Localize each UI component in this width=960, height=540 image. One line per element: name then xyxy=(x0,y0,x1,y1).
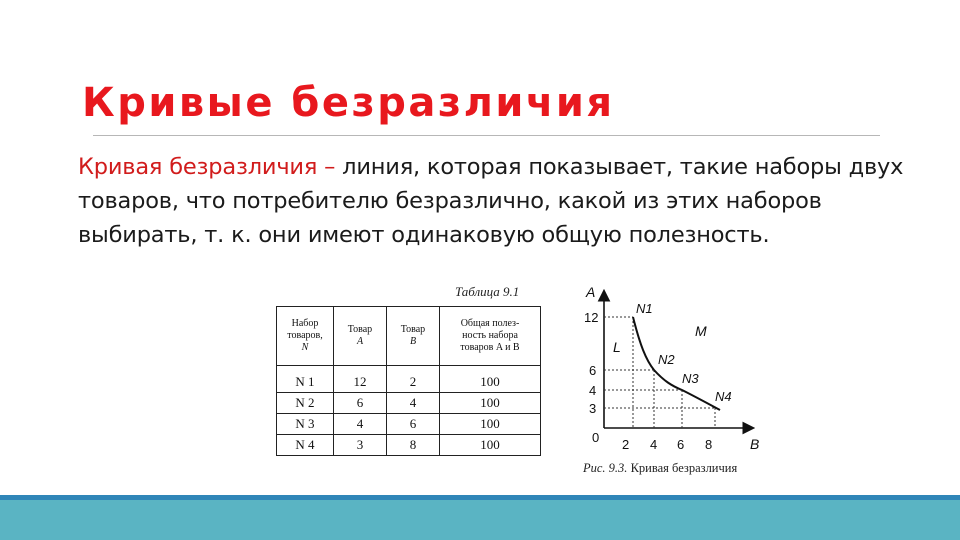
table-row xyxy=(277,435,541,456)
slide-title: Кривые безразличия xyxy=(82,80,615,126)
table-header-good-b: Товар B xyxy=(387,307,440,366)
region-label-l: L xyxy=(613,339,621,355)
y-tick-label: 12 xyxy=(584,310,599,325)
figure-caption: Рис. 9.3. Кривая безразличия xyxy=(583,461,738,475)
region-label-m: M xyxy=(695,323,707,339)
table-cell: 4 xyxy=(334,414,387,435)
table-header-row xyxy=(277,307,541,366)
x-tick-label: 2 xyxy=(622,437,630,452)
table-cell: 2 xyxy=(387,366,440,393)
table-row xyxy=(277,366,541,393)
table-cell: 100 xyxy=(440,366,541,393)
y-tick-label: 3 xyxy=(589,401,597,416)
point-label-n2: N2 xyxy=(658,352,675,367)
indifference-curve-graph xyxy=(560,280,775,460)
definition-paragraph xyxy=(78,150,908,252)
table-row xyxy=(277,393,541,414)
title-divider xyxy=(93,135,880,136)
table-cell: N 3 xyxy=(277,414,334,435)
table-cell: N 4 xyxy=(277,435,334,456)
point-label-n3: N3 xyxy=(682,371,699,386)
table-row xyxy=(277,414,541,435)
goods-table xyxy=(276,306,541,456)
table-cell: N 1 xyxy=(277,366,334,393)
table-cell: 3 xyxy=(334,435,387,456)
table-cell: 8 xyxy=(387,435,440,456)
point-label-n1: N1 xyxy=(636,301,653,316)
definition-text: линия, которая показывает, такие наборы двух товаров, что потребителю безразлично, какой из этих наборов выбирать, т. к. они имеют одинаковую общую полезность. xyxy=(78,154,904,248)
table-caption: Таблица 9.1 xyxy=(455,284,520,299)
y-tick-label: 6 xyxy=(589,363,597,378)
table-cell: 100 xyxy=(440,414,541,435)
table-cell: 6 xyxy=(387,414,440,435)
x-tick-label: 6 xyxy=(677,437,685,452)
y-axis-label: A xyxy=(586,284,596,300)
table-cell: N 2 xyxy=(277,393,334,414)
table-header-set: Набор товаров, N xyxy=(277,307,334,366)
table-cell: 12 xyxy=(334,366,387,393)
table-cell: 100 xyxy=(440,435,541,456)
footer-bar xyxy=(0,500,960,540)
point-label-n4: N4 xyxy=(715,389,732,404)
definition-term: Кривая безразличия xyxy=(78,154,318,180)
table-cell: 6 xyxy=(334,393,387,414)
table-header-good-a: Товар A xyxy=(334,307,387,366)
x-tick-label: 8 xyxy=(705,437,713,452)
origin-label: 0 xyxy=(592,430,600,445)
y-tick-label: 4 xyxy=(589,383,597,398)
indifference-curve xyxy=(633,317,720,410)
table-cell: 100 xyxy=(440,393,541,414)
x-axis-label: B xyxy=(750,436,760,452)
table-header-total-utility: Общая полез- ность набора товаров A и B xyxy=(440,307,541,366)
definition-dash: – xyxy=(324,154,336,180)
x-tick-label: 4 xyxy=(650,437,658,452)
table-cell: 4 xyxy=(387,393,440,414)
